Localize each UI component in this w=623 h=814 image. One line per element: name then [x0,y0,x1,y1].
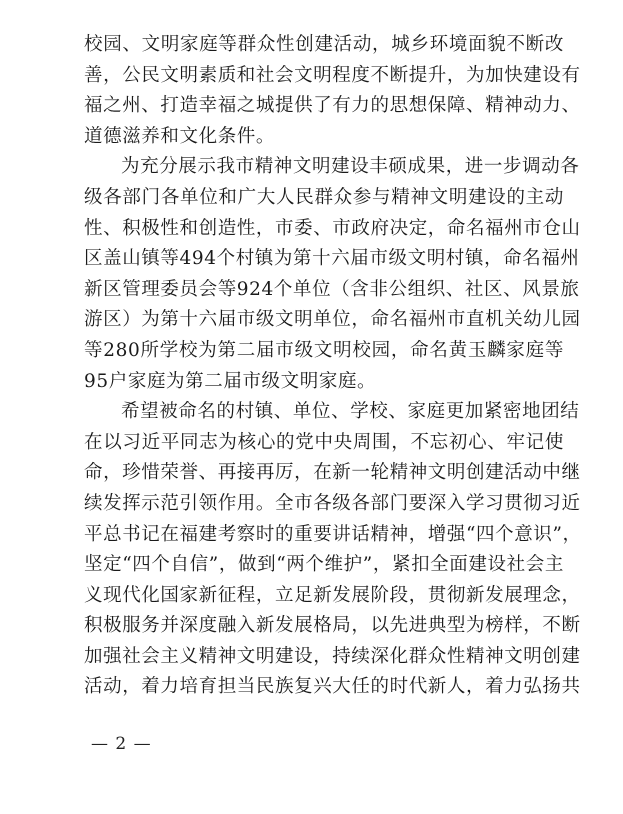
text-line-12: 95户家庭为第二届市级文明家庭。 [84,370,377,392]
text-line-3: 福之州、打造幸福之城提供了有力的思想保障、精神动力、 [84,95,581,117]
text-line-13: 希望被命名的村镇、单位、学校、家庭更加紧密地团结 [121,401,580,423]
text-line-17: 平总书记在福建考察时的重要讲话精神，增强“四个意识”， [84,523,582,545]
text-line-4: 道德滋养和文化条件。 [84,125,276,147]
text-line-6: 级各部门各单位和广大人民群众参与精神文明建设的主动 [84,186,564,208]
text-line-9: 新区管理委员会等924个单位（含非公组织、社区、风景旅 [84,278,580,300]
text-line-18: 坚定“四个自信”，做到“两个维护”，紧扣全面建设社会主 [84,554,564,576]
text-line-2: 善，公民文明素质和社会文明程度不断提升，为加快建设有 [84,64,581,86]
text-line-22: 活动，着力培育担当民族复兴大任的时代新人，着力弘扬共 [84,676,581,698]
text-line-7: 性、积极性和创造性，市委、市政府决定，命名福州市仓山 [84,217,581,239]
text-line-10: 游区）为第十六届市级文明单位，命名福州市直机关幼儿园 [84,309,581,331]
text-line-20: 积极服务并深度融入新发展格局，以先进典型为榜样，不断 [84,615,581,637]
page-number: — 2 — [91,734,152,754]
document-body [84,30,582,703]
text-line-5: 为充分展示我市精神文明建设丰硕成果，进一步调动各 [121,156,580,178]
text-line-14: 在以习近平同志为核心的党中央周围，不忘初心、牢记使 [84,431,564,453]
text-line-1: 校园、文明家庭等群众性创建活动，城乡环境面貌不断改 [84,34,564,55]
text-line-21: 加强社会主义精神文明建设，持续深化群众性精神文明创建 [84,645,581,667]
text-line-8: 区盖山镇等494个村镇为第十六届市级文明村镇，命名福州 [84,248,580,270]
text-line-11: 等280所学校为第二届市级文明校园，命名黄玉麟家庭等 [84,339,564,361]
text-line-16: 续发挥示范引领作用。全市各级各部门要深入学习贯彻习近 [84,492,581,514]
text-line-19: 义现代化国家新征程，立足新发展阶段，贯彻新发展理念， [84,584,581,606]
text-line-15: 命，珍惜荣誉、再接再厉，在新一轮精神文明创建活动中继 [84,462,581,484]
